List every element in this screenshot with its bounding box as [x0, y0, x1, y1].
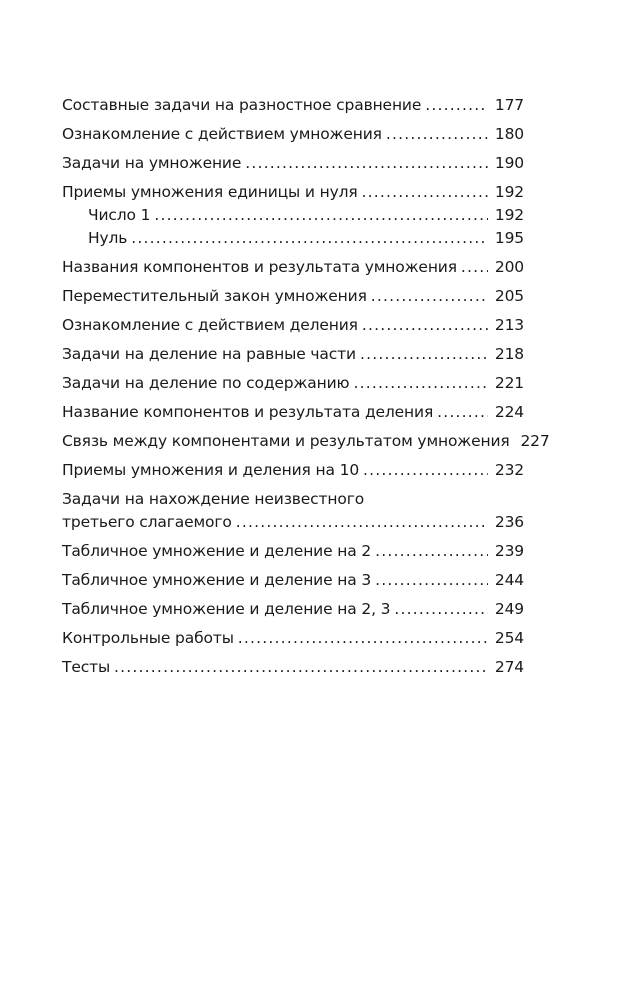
dot-leader [375, 540, 488, 562]
dot-leader [394, 598, 488, 620]
dot-leader [353, 372, 488, 394]
toc-entry-title: Переместительный закон умножения [62, 287, 367, 305]
dot-leader [114, 656, 488, 678]
toc-entry [62, 285, 524, 307]
toc-entry [62, 94, 524, 116]
toc-entry [62, 430, 550, 452]
toc-entry-page: 244 [494, 571, 524, 589]
toc-entry [62, 256, 524, 278]
dot-leader [386, 123, 488, 145]
toc-subentry [62, 204, 524, 226]
toc-entry-title: Связь между компонентами и результатом умножения [62, 432, 510, 450]
toc-entry-page: 254 [494, 629, 524, 647]
toc-entry-page: 249 [494, 600, 524, 618]
toc-entry [62, 152, 524, 174]
toc-entry-page: 218 [494, 345, 524, 363]
dot-leader [363, 459, 488, 481]
toc-entry-page: 213 [494, 316, 524, 334]
toc-entry-page: 192 [494, 206, 524, 224]
dot-leader [360, 343, 488, 365]
dot-leader [131, 227, 488, 249]
toc-entry-title: Нуль [88, 229, 128, 247]
dot-leader [238, 627, 488, 649]
toc-entry-title: Приемы умножения единицы и нуля [62, 183, 358, 201]
toc-entry-title-line1: Задачи на нахождение неизвестного [62, 490, 365, 508]
toc-entry-title: Приемы умножения и деления на 10 [62, 461, 360, 479]
toc-entry [62, 372, 524, 394]
toc-entry-page: 180 [494, 125, 524, 143]
toc-entry-page: 190 [494, 154, 524, 172]
toc-entry [62, 181, 524, 203]
toc-entry [62, 598, 524, 620]
toc-entry-title: Ознакомление с действием умножения [62, 125, 382, 143]
toc-entry [62, 123, 524, 145]
toc-entry-page: 239 [494, 542, 524, 560]
toc-entry-title: Названия компонентов и результата умножения [62, 258, 457, 276]
dot-leader [362, 314, 488, 336]
toc-entry-page: 195 [494, 229, 524, 247]
toc-entry-page: 236 [494, 513, 524, 531]
toc-subentry [62, 227, 524, 249]
toc-entry-page: 177 [494, 96, 524, 114]
toc-entry-page: 205 [494, 287, 524, 305]
toc-entry [62, 627, 524, 649]
toc-entry-page: 221 [494, 374, 524, 392]
toc-entry-title: Название компонентов и результата деления [62, 403, 434, 421]
toc-entry-title: Контрольные работы [62, 629, 234, 647]
toc-entry [62, 569, 524, 591]
toc-entry-title: Составные задачи на разностное сравнение [62, 96, 422, 114]
toc-entry-title: третьего слагаемого [62, 513, 232, 531]
dot-leader [375, 569, 488, 591]
toc-entry-page: 192 [494, 183, 524, 201]
toc-entry-title: Число 1 [88, 206, 151, 224]
toc-entry [62, 511, 524, 533]
toc-entry [62, 459, 524, 481]
toc-entry-title: Задачи на деление на равные части [62, 345, 356, 363]
dot-leader [437, 401, 488, 423]
dot-leader [154, 204, 488, 226]
toc-entry-title: Табличное умножение и деление на 3 [62, 571, 372, 589]
dot-leader [461, 256, 488, 278]
toc-entry-page: 274 [494, 658, 524, 676]
toc-entry-page: 200 [494, 258, 524, 276]
dot-leader [236, 511, 488, 533]
toc-entry-title: Задачи на деление по содержанию [62, 374, 350, 392]
toc-entry-page: 232 [494, 461, 524, 479]
dot-leader [245, 152, 488, 174]
toc-entry [62, 343, 524, 365]
toc-entry-title: Задачи на умножение [62, 154, 242, 172]
toc-entry-title: Табличное умножение и деление на 2, 3 [62, 600, 391, 618]
toc-entry-title: Тесты [62, 658, 111, 676]
toc-entry-title: Табличное умножение и деление на 2 [62, 542, 372, 560]
toc-entry [62, 401, 524, 423]
toc-entry-title: Ознакомление с действием деления [62, 316, 358, 334]
toc-entry-multiline [62, 488, 524, 533]
toc-entry-page: 227 [520, 432, 550, 450]
toc-entry-page: 224 [494, 403, 524, 421]
toc-entry [62, 656, 524, 678]
dot-leader [425, 94, 488, 116]
dot-leader [371, 285, 488, 307]
toc-entry [62, 314, 524, 336]
dot-leader [362, 181, 488, 203]
table-of-contents [62, 94, 550, 678]
toc-entry [62, 540, 524, 562]
